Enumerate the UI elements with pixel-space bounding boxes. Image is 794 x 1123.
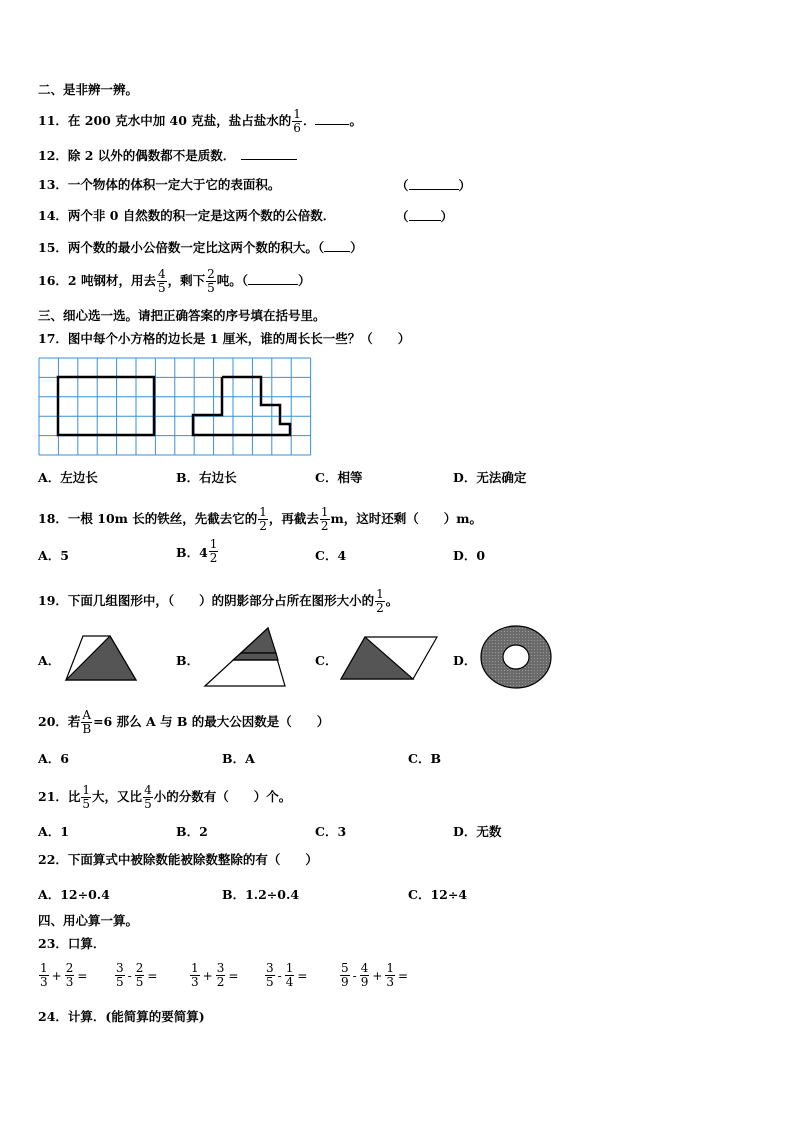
question-20: 20．若 $\frac{A}{B}$ =6 那么 A 与 B 的最大公因数是（ ） (38, 708, 330, 736)
right-staircase-shape (193, 377, 290, 435)
q19-option-b-label[interactable]: B． (176, 653, 200, 668)
fraction: $\frac{1}{6}$ (293, 107, 301, 135)
section-2-heading: 二、是非辨一辨。 (38, 82, 139, 97)
calc-item-3[interactable]: $\frac{1}{3}$ + $\frac{3}{2}$ = (191, 961, 239, 989)
calc-item-5[interactable]: $\frac{5}{9}$ - $\frac{4}{9}$ + $\frac{1}{3}$ = (341, 961, 409, 989)
question-14: 14．两个非 0 自然数的积一定是这两个数的公倍数． （ ） (38, 208, 454, 224)
answer-paren[interactable]: （ ） (396, 178, 472, 193)
q17-option-b[interactable]: B．右边长 (176, 470, 237, 485)
trapezoid-figure[interactable] (64, 634, 138, 682)
q22-option-b[interactable]: B．1.2÷0.4 (222, 887, 300, 902)
calc-item-1[interactable]: $\frac{1}{3}$ + $\frac{2}{3}$ = (40, 961, 88, 989)
question-16: 16．2 吨钢材，用去 $\frac{4}{5}$ ，剩下 $\frac{2}{5}$ 吨。（ ） (38, 267, 311, 295)
question-13: 13．一个物体的体积一定大于它的表面积。 （ ） (38, 177, 472, 193)
q17-option-d[interactable]: D．无法确定 (453, 470, 527, 485)
parallelogram-figure[interactable] (339, 635, 439, 681)
q18-option-d[interactable]: D．0 (453, 548, 486, 563)
q18-option-a[interactable]: A．5 (38, 548, 69, 563)
question-19: 19．下面几组图形中，（ ）的阴影部分占所在图形大小的 $\frac{1}{2}$ 。 (38, 587, 399, 615)
q20-option-b[interactable]: B．A (222, 751, 255, 766)
calc-item-4[interactable]: $\frac{3}{5}$ - $\frac{1}{4}$ = (266, 961, 308, 989)
q19-option-d-label[interactable]: D． (453, 653, 477, 668)
q21-option-b[interactable]: B．2 (176, 824, 208, 839)
answer-blank[interactable] (241, 147, 297, 160)
q21-option-d[interactable]: D．无数 (453, 824, 502, 839)
answer-blank[interactable] (324, 239, 350, 252)
q19-option-c-label[interactable]: C． (315, 653, 338, 668)
question-15: 15．两个数的最小公倍数一定比这两个数的积大。（ ） (38, 240, 363, 255)
question-11: 11．在 200 克水中加 40 克盐，盐占盐水的 $\frac{1}{6}$ ． 。 (38, 107, 362, 135)
question-12: 12．除 2 以外的偶数都不是质数． (38, 147, 297, 164)
question-18: 18．一根 10m 长的铁丝，先截去它的 $\frac{1}{2}$ ，再截去 $\frac{1}{2}$ m，这时还剩（ ）m。 (38, 505, 482, 533)
answer-blank[interactable] (248, 272, 298, 285)
left-rectangle (58, 377, 154, 435)
q17-option-a[interactable]: A．左边长 (38, 470, 98, 485)
ring-figure[interactable] (479, 624, 553, 690)
q17-option-c[interactable]: C．相等 (315, 470, 363, 485)
q20-option-c[interactable]: C．B (408, 751, 442, 766)
calc-item-2[interactable]: $\frac{3}{5}$ - $\frac{2}{5}$ = (116, 961, 158, 989)
q20-option-a[interactable]: A．6 (38, 751, 69, 766)
answer-blank[interactable] (315, 112, 349, 125)
section-4-heading: 四、用心算一算。 (38, 913, 139, 928)
q22-option-a[interactable]: A．12÷0.4 (38, 887, 110, 902)
triangle-figure[interactable] (203, 626, 287, 688)
q21-option-c[interactable]: C．3 (315, 824, 347, 839)
q22-option-c[interactable]: C．12÷4 (408, 887, 468, 902)
perimeter-grid-figure (38, 357, 312, 457)
q18-option-c[interactable]: C．4 (315, 548, 347, 563)
answer-paren[interactable]: （ ） (396, 209, 454, 224)
question-23: 23．口算． (38, 936, 106, 951)
q18-option-b[interactable]: B．4 $\frac{1}{2}$ (176, 537, 218, 565)
q21-option-a[interactable]: A．1 (38, 824, 69, 839)
question-24: 24．计算．(能简算的要简算) (38, 1009, 205, 1024)
question-21: 21．比 $\frac{1}{5}$ 大，又比 $\frac{4}{5}$ 小的分数有（ ）个。 (38, 783, 292, 811)
question-17: 17．图中每个小方格的边长是 1 厘米，谁的周长长一些？（ ） (38, 331, 411, 346)
q19-option-a-label[interactable]: A． (38, 653, 61, 668)
section-3-heading: 三、细心选一选。请把正确答案的序号填在括号里。 (38, 308, 326, 323)
question-22: 22．下面算式中被除数能被除数整除的有（ ） (38, 852, 318, 867)
